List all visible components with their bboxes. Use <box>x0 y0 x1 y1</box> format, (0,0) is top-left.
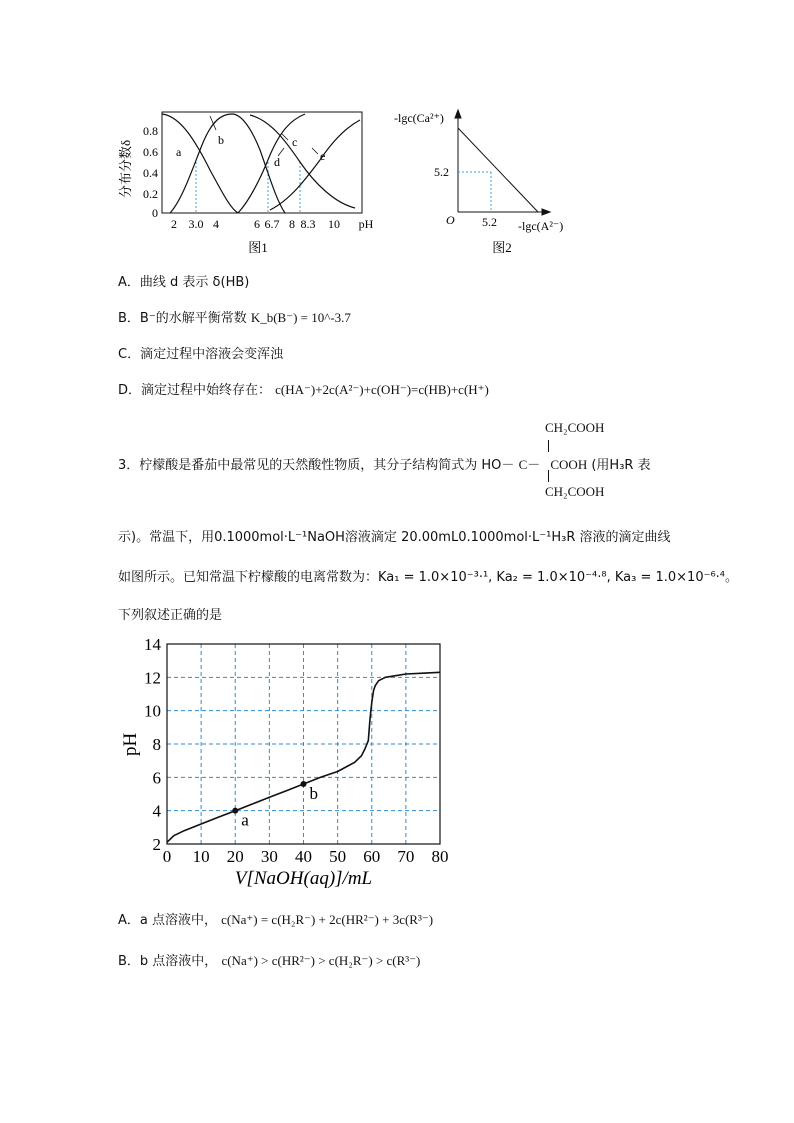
fig2-line <box>458 128 538 212</box>
fig1-ylabel: 分布分数δ <box>118 139 133 198</box>
q3-struct-carbon: C－ <box>518 457 541 472</box>
fig2-origin: O <box>446 213 455 227</box>
q3-struct-bottom: CH₂COOH <box>545 484 605 499</box>
chart-ylabel: pH <box>120 732 141 756</box>
fig1-xtick: 6 <box>254 217 260 231</box>
q2-option-d-prefix: D．滴定过程中始终存在： <box>118 383 272 398</box>
q2-option-b-prefix: B．B⁻的水解平衡常数 <box>118 311 247 326</box>
chart-ytick-label: 12 <box>144 668 161 688</box>
chart-xtick-label: 20 <box>226 847 244 866</box>
fig1-ytick: 0.6 <box>143 145 158 159</box>
q3-line1-b: (用H₃R 表 <box>591 458 651 473</box>
q2-option-b <box>118 307 351 326</box>
chart-xtick-label: 60 <box>363 847 381 866</box>
fig2-xvalue: 5.2 <box>482 215 497 229</box>
chart-point-b <box>301 781 307 787</box>
chart-ytick-label: 6 <box>152 768 161 788</box>
fig2-yarrow <box>455 110 461 118</box>
fig1-ytick: 0.8 <box>143 124 158 138</box>
q3-line1-a: 3．柠檬酸是番茄中最常见的天然酸性物质，其分子结构简式为 HO－ <box>118 458 515 473</box>
fig1-frame <box>162 112 362 213</box>
chart-xtick-label: 0 <box>162 847 172 866</box>
fig2-ylabel: -lgc(Ca²⁺) <box>394 111 444 125</box>
chart-ytick-label: 8 <box>152 735 161 754</box>
chart-xtick-label: 80 <box>431 847 449 866</box>
fig2-xlabel: -lgc(A²⁻) <box>518 219 564 233</box>
chart-ytick-label: 14 <box>144 635 161 654</box>
fig1-curve-c <box>238 114 305 213</box>
q3-struct-bond-down <box>548 470 549 482</box>
fig1-xtick: 8.3 <box>300 217 316 231</box>
q2-option-d-formula: c(HA⁻)+2c(A²⁻)+c(OH⁻)=c(HB)+c(H⁺) <box>275 382 489 397</box>
q3-option-a <box>118 909 433 928</box>
fig1-xtick: 3.0 <box>188 217 204 231</box>
fig1-label-c: c <box>292 135 298 149</box>
fig2-yvalue: 5.2 <box>434 165 449 179</box>
chart-point-a <box>232 808 238 814</box>
q2-option-d <box>118 379 489 398</box>
fig1-label-e: e <box>320 149 326 163</box>
q3-line2: 示)。常温下，用0.1000mol·L⁻¹NaOH溶液滴定 20.00mL0.1000mol·L⁻¹H₃R 溶液的滴定曲线 <box>118 530 671 545</box>
chart-ytick-label: 4 <box>152 801 161 821</box>
chart-xtick-label: 40 <box>295 847 312 866</box>
q3-option-b-prefix: B．b 点溶液中， <box>118 954 218 969</box>
fig2-xarrow <box>542 209 550 215</box>
figure-1 <box>110 100 390 260</box>
fig1-ptr-d <box>278 148 284 156</box>
q3-struct-mid: COOH <box>550 457 588 472</box>
figure-2 <box>390 100 580 260</box>
fig1-xtick: 8 <box>289 217 295 231</box>
fig1-xtick: 2 <box>171 217 177 231</box>
q3-option-a-prefix: A．a 点溶液中， <box>118 913 217 928</box>
chart-ytick-label: 2 <box>152 835 161 854</box>
fig1-ytick: 0.4 <box>143 166 158 180</box>
fig1-curve-a <box>162 114 238 213</box>
q3-struct-bond-up <box>548 440 549 452</box>
fig1-label-b: b <box>218 133 224 147</box>
q2-option-b-formula: K_b(B⁻) = 10^-3.7 <box>250 310 351 325</box>
fig1-xlabel: pH <box>358 217 374 231</box>
titration-chart <box>110 632 460 892</box>
q3-line4: 下列叙述正确的是 <box>118 608 223 623</box>
chart-xtick-label: 70 <box>397 847 415 866</box>
fig1-label-a: a <box>176 145 182 159</box>
fig1-ptr-e <box>312 148 318 154</box>
fig1-label-d: d <box>274 155 280 169</box>
q2-option-a: A．曲线 d 表示 δ(HB) <box>118 275 250 290</box>
fig1-curve-d <box>250 115 355 208</box>
fig1-curve-e <box>270 120 360 210</box>
chart-xlabel: V[NaOH(aq)]/mL <box>234 868 373 889</box>
q3-option-b <box>118 950 420 969</box>
fig1-ytick: 0.2 <box>143 187 158 201</box>
q3-option-b-formula: c(Na⁺) > c(HR²⁻) > c(H₂R⁻) > c(R³⁻) <box>221 953 421 968</box>
chart-ytick-label: 10 <box>144 701 161 721</box>
q3-line1 <box>118 454 651 473</box>
fig1-caption: 图1 <box>248 240 268 255</box>
fig1-ytick: 0 <box>152 206 158 220</box>
fig2-caption: 图2 <box>492 240 512 255</box>
fig1-xtick: 4 <box>213 217 219 231</box>
fig1-xtick: 10 <box>328 217 340 231</box>
fig1-yticks <box>143 124 158 220</box>
q3-option-a-formula: c(Na⁺) = c(H₂R⁻) + 2c(HR²⁻) + 3c(R³⁻) <box>221 912 434 927</box>
chart-point-label-b: b <box>309 784 318 803</box>
fig1-xtick: 6.7 <box>264 217 280 231</box>
chart-xtick-label: 10 <box>192 847 210 866</box>
q3-line3: 如图所示。已知常温下柠檬酸的电离常数为：Ka₁ = 1.0×10⁻³·¹, Ka₂ = 1.0×10⁻⁴·⁸, Ka₃ = 1.0×10⁻⁶·⁴。 <box>118 570 739 585</box>
chart-xtick-label: 50 <box>329 847 347 866</box>
chart-point-label-a: a <box>241 810 249 830</box>
q2-option-c: C．滴定过程中溶液会变浑浊 <box>118 347 284 362</box>
chart-xtick-label: 30 <box>260 847 278 866</box>
q3-struct-top: CH₂COOH <box>545 420 605 435</box>
